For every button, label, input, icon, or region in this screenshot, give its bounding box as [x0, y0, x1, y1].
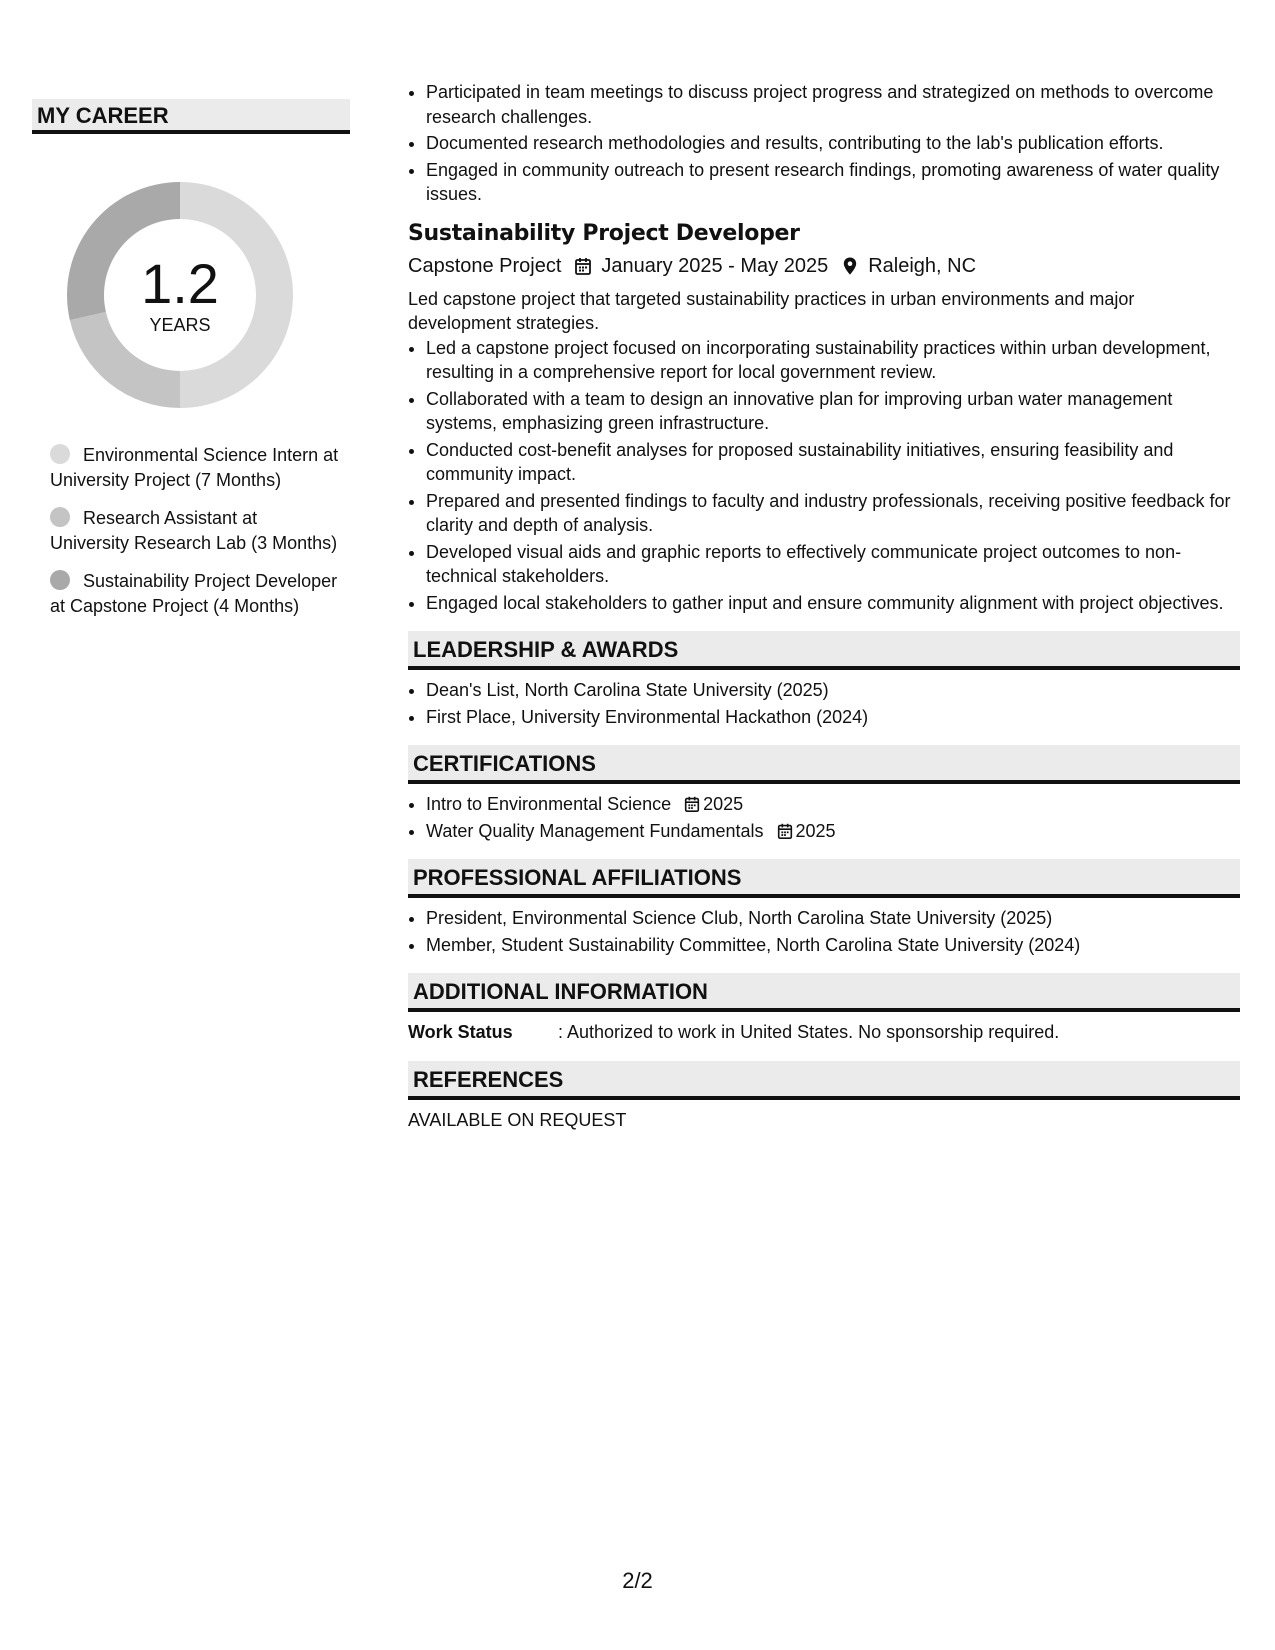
- career-legend: [50, 443, 340, 632]
- certification-year: 2025: [795, 820, 836, 841]
- award-item: • First Place, University Environmental Hackathon (2024): [426, 705, 1240, 730]
- award-item: • Dean's List, North Carolina State University (2025): [426, 678, 1240, 703]
- certification-name: Water Quality Management Fundamentals: [426, 820, 764, 841]
- career-total-value: 1.2: [141, 252, 219, 315]
- career-donut-chart: [67, 182, 293, 408]
- job-title: Sustainability Project Developer: [408, 220, 800, 246]
- bullet-item: • Engaged local stakeholders to gather input and ensure community alignment with project objectives.: [426, 591, 1240, 616]
- work-status-value: : Authorized to work in United States. No sponsorship required.: [558, 1022, 1060, 1042]
- legend-dot: [50, 507, 70, 527]
- bullet-item: • Documented research methodologies and results, contributing to the lab's publication efforts.: [426, 131, 1240, 156]
- affiliations-list: [408, 906, 1240, 957]
- work-status-label: Work Status: [408, 1022, 513, 1042]
- bullet-item: • Prepared and presented findings to faculty and industry professionals, receiving positive feedback for clarity and depth of analysis.: [426, 489, 1240, 538]
- calendar-icon: [573, 256, 593, 276]
- legend-label: Research Assistant at University Research Lab (3 Months): [50, 508, 338, 553]
- bullet-item: • Developed visual aids and graphic reports to effectively communicate project outcomes to non-technical stakeholders.: [426, 540, 1240, 589]
- affiliations-heading: PROFESSIONAL AFFILIATIONS: [408, 859, 1240, 898]
- certifications-list: [408, 792, 1240, 843]
- bullet-item: • Collaborated with a team to design an innovative plan for improving urban water management systems, emphasizing green infrastructure.: [426, 387, 1240, 436]
- career-heading: MY CAREER: [32, 99, 350, 134]
- legend-label: Sustainability Project Developer at Capstone Project (4 Months): [50, 571, 338, 616]
- additional-info-heading: ADDITIONAL INFORMATION: [408, 973, 1240, 1012]
- job-meta: [408, 253, 1240, 279]
- calendar-icon: [776, 822, 794, 840]
- legend-dot: [50, 570, 70, 590]
- leadership-heading: LEADERSHIP & AWARDS: [408, 631, 1240, 670]
- bullet-item: • Engaged in community outreach to present research findings, promoting awareness of water quality issues.: [426, 158, 1240, 207]
- references-text: AVAILABLE ON REQUEST: [408, 1109, 627, 1130]
- affiliation-item: • President, Environmental Science Club, North Carolina State University (2025): [426, 906, 1240, 931]
- legend-dot: [50, 444, 70, 464]
- leadership-list: [408, 678, 1240, 729]
- certification-item: [426, 819, 1240, 844]
- main-content: [408, 80, 1240, 1132]
- work-status-row: [408, 1020, 1240, 1045]
- map-pin-icon: [840, 256, 860, 276]
- bullet-item: • Led a capstone project focused on incorporating sustainability practices within urban development, resulting in a comprehensive report for local government review.: [426, 336, 1240, 385]
- certifications-heading: CERTIFICATIONS: [408, 745, 1240, 784]
- legend-item: [50, 506, 340, 555]
- bullet-item: • Conducted cost-benefit analyses for proposed sustainability initiatives, ensuring feasibility and community impact.: [426, 438, 1240, 487]
- calendar-icon: [683, 795, 701, 813]
- job-summary: Led capstone project that targeted sustainability practices in urban environments and major development strategies.: [408, 288, 1135, 333]
- certification-name: Intro to Environmental Science: [426, 794, 672, 814]
- bullet-item: • Participated in team meetings to discuss project progress and strategized on methods to overcome research challenges.: [426, 80, 1240, 129]
- job-dates: January 2025 - May 2025: [601, 254, 829, 277]
- job-location: Raleigh, NC: [868, 254, 977, 277]
- affiliation-item: • Member, Student Sustainability Committee, North Carolina State University (2024): [426, 933, 1240, 958]
- certification-item: [426, 792, 1240, 817]
- references-heading: REFERENCES: [408, 1061, 1240, 1100]
- career-total-unit: YEARS: [149, 315, 211, 335]
- certification-year: 2025: [703, 794, 744, 814]
- job-company: Capstone Project: [408, 254, 562, 277]
- sidebar: [32, 99, 350, 616]
- page-number: 2/2: [622, 1568, 653, 1593]
- legend-item: [50, 569, 340, 618]
- legend-label: Environmental Science Intern at University Project (7 Months): [50, 445, 339, 490]
- legend-item: [50, 443, 340, 492]
- previous-job-bullets: [408, 80, 1240, 207]
- job-bullets: [408, 336, 1240, 616]
